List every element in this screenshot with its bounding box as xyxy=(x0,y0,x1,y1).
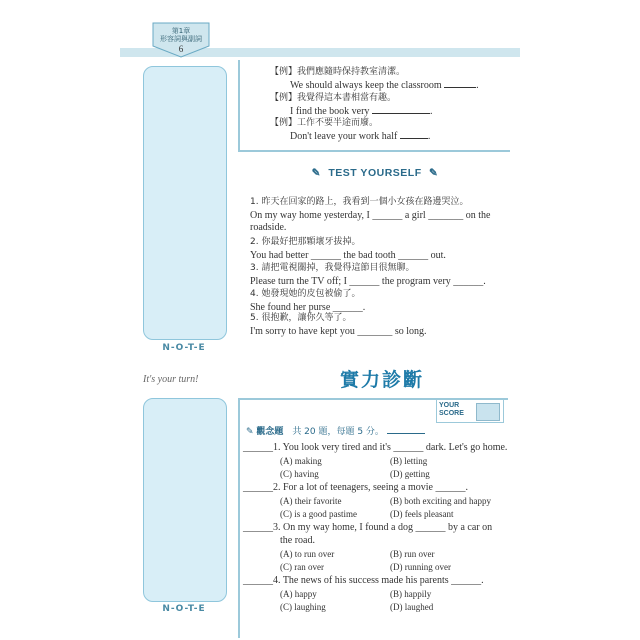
note-label-bottom: N-O-T-E xyxy=(162,604,206,614)
question-4-option-b[interactable]: (B) happily xyxy=(390,589,432,599)
test-item-zh: 1. 昨天在回家的路上，我看到一個小女孩在路邊哭泣。 xyxy=(250,197,469,207)
score-field[interactable] xyxy=(476,403,500,421)
test-item-zh: 2. 你最好把那顆壞牙拔掉。 xyxy=(250,237,361,247)
diagnosis-title: 實力診斷 xyxy=(340,369,425,391)
section-label: 觀念題 xyxy=(256,427,284,437)
test-item-en: You had better ______ the bad tooth ______ out. xyxy=(250,250,446,261)
example-1: 【例】我們應隨時保持教室清潔。 We should always keep the classroom . xyxy=(270,67,479,91)
question-3-option-a[interactable]: (A) to run over xyxy=(280,549,335,559)
note-box-bottom xyxy=(143,398,227,602)
test-item-en: Please turn the TV off; I ______ the program very ______. xyxy=(250,276,486,287)
note-label-top: N-O-T-E xyxy=(162,343,206,353)
section-header xyxy=(246,424,425,437)
test-item-en: I'm sorry to have kept you _______ so long. xyxy=(250,326,427,337)
pencil-icon: ✎ xyxy=(246,427,254,437)
question-2-stem: ______2. For a lot of teenagers, seeing a movie ______. xyxy=(243,482,468,493)
chapter-subject: 形容詞與副詞 xyxy=(160,35,202,43)
score-label: YOUR xyxy=(439,402,460,409)
question-2-option-d[interactable]: (D) feels pleasant xyxy=(390,509,454,519)
pencil-icon: ✎ xyxy=(429,167,439,179)
test-item-4 xyxy=(250,288,365,314)
question-4-option-c[interactable]: (C) laughing xyxy=(280,602,326,612)
page-number: 6 xyxy=(178,44,184,54)
answer-blank xyxy=(372,104,430,114)
example-2: 【例】我覺得這本書相當有趣。 I find the book very . xyxy=(270,93,433,117)
example-3: 【例】工作不要半途而廢。 Don't leave your work half . xyxy=(270,118,431,142)
test-item-5 xyxy=(250,312,427,338)
question-2-option-c[interactable]: (C) is a good pastime xyxy=(280,509,357,519)
quiz-border xyxy=(238,398,240,638)
answer-blank xyxy=(444,78,476,88)
test-yourself-title: ✎ TEST YOURSELF ✎ xyxy=(311,167,439,179)
question-4-option-a[interactable]: (A) happy xyxy=(280,589,317,599)
test-item-zh: 4. 她發現她的皮包被偷了。 xyxy=(250,289,361,299)
test-item-zh: 5. 很抱歉，讓你久等了。 xyxy=(250,313,352,323)
question-2-option-a[interactable]: (A) their favorite xyxy=(280,496,342,506)
question-2-option-b[interactable]: (B) both exciting and happy xyxy=(390,496,491,506)
example-en: We should always keep the classroom xyxy=(290,80,445,91)
test-item-en: roadside. xyxy=(250,222,287,233)
question-1-option-a[interactable]: (A) making xyxy=(280,456,322,466)
examples-border xyxy=(238,60,240,150)
example-en: Don't leave your work half xyxy=(290,131,400,142)
question-3-option-d[interactable]: (D) running over xyxy=(390,562,451,572)
question-4-option-d[interactable]: (D) laughed xyxy=(390,602,434,612)
examples-bottom-border xyxy=(238,150,510,152)
test-item-1 xyxy=(250,196,490,234)
test-item-en: On my way home yesterday, I ______ a girl _______ on the xyxy=(250,210,491,221)
test-item-en: She found her purse ______. xyxy=(250,302,366,313)
answer-blank xyxy=(400,129,428,139)
question-1-option-c[interactable]: (C) having xyxy=(280,469,319,479)
question-4-stem: ______4. The news of his success made his parents ______. xyxy=(243,575,484,586)
question-1-option-d[interactable]: (D) getting xyxy=(390,469,430,479)
question-3-option-c[interactable]: (C) ran over xyxy=(280,562,324,572)
example-en: I find the book very xyxy=(290,106,372,117)
example-zh: 【例】我覺得這本書相當有趣。 xyxy=(270,93,397,103)
note-box-top xyxy=(143,66,227,340)
question-3-option-b[interactable]: (B) run over xyxy=(390,549,435,559)
chapter-label: 第1章 xyxy=(171,27,191,35)
question-3-stem-cont: the road. xyxy=(280,535,315,546)
example-zh: 【例】工作不要半途而廢。 xyxy=(270,118,379,128)
section-info: 共 20 題，每題 5 分。 xyxy=(292,427,384,437)
pencil-icon: ✎ xyxy=(311,167,321,179)
test-item-3 xyxy=(250,262,486,288)
question-1-stem: ______1. You look very tired and it's ______ dark. Let's go home. xyxy=(243,442,508,453)
test-item-zh: 3. 請把電視關掉，我覺得這節目很無聊。 xyxy=(250,263,415,273)
question-3-stem: ______3. On my way home, I found a dog ______ by a car on xyxy=(243,522,493,533)
its-your-turn-caption: It's your turn! xyxy=(143,374,199,385)
example-zh: 【例】我們應隨時保持教室清潔。 xyxy=(270,67,406,77)
section-underline xyxy=(387,433,425,434)
your-score-box xyxy=(436,399,504,423)
question-1-option-b[interactable]: (B) letting xyxy=(390,456,428,466)
score-label: SCORE xyxy=(439,410,464,417)
test-item-2 xyxy=(250,236,446,262)
